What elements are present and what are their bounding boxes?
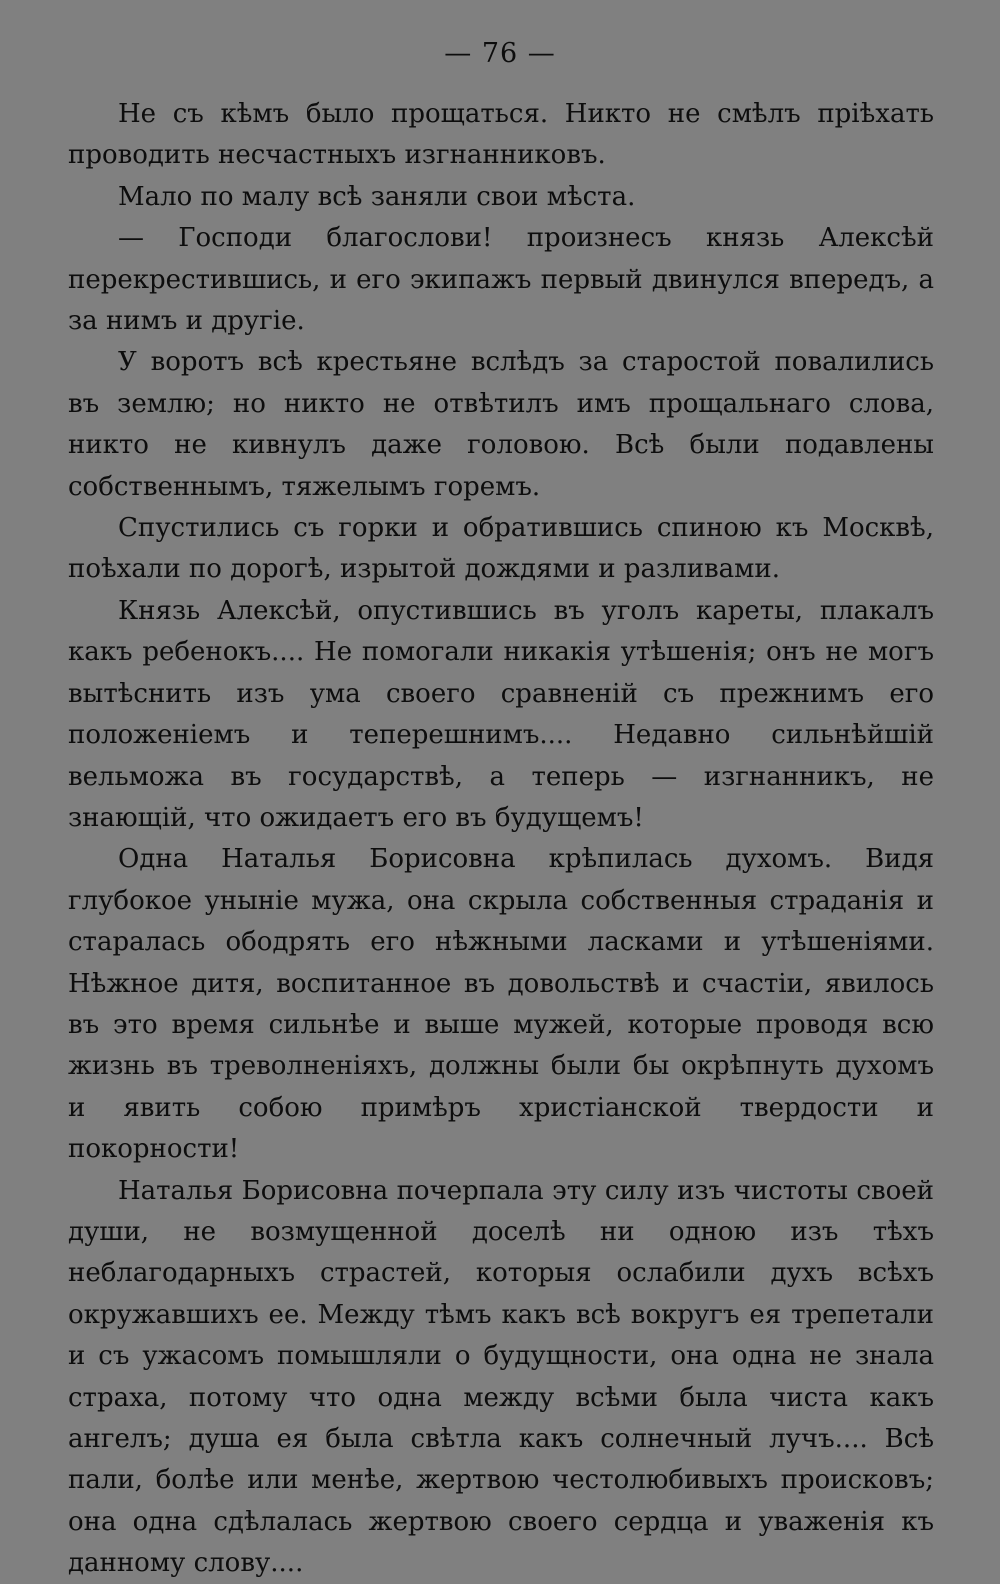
paragraph-1: Не съ кѣмъ было прощаться. Никто не смѣлъ пріѣхать проводить несчастныхъ изгнанниковъ. xyxy=(68,99,934,171)
paragraph-5: Спустились съ горки и обратившись спиною къ Москвѣ, поѣхали по дорогѣ, изрытой дождями и разливами. xyxy=(68,513,934,585)
page-number: — 76 — xyxy=(444,38,556,69)
paragraph-8: Наталья Борисовна почерпала эту силу изъ чистоты своей души, не возмущенной доселѣ ни одною изъ тѣхъ неблагодарныхъ страстей, которыя ослабили духъ всѣхъ окружавшихъ ее. Между тѣмъ какъ всѣ вокругъ ея трепетали и съ ужасомъ помышляли о будущности, она одна не знала страха, потому что одна между всѣми была чиста какъ ангелъ; душа ея была свѣтла какъ солнечный лучъ.... Всѣ пали, болѣе или менѣе, жертвою честолюбивыхъ происковъ; она одна сдѣлалась жертвою своего сердца и уваженія къ данному слову.... xyxy=(68,1175,934,1579)
paragraph-4: У воротъ всѣ крестьяне вслѣдъ за старостой повалились въ землю; но никто не отвѣтилъ имъ прощальнаго слова, никто не кивнулъ даже головою. Всѣ были подавлены собственнымъ, тяжелымъ горемъ. xyxy=(68,347,934,502)
body-text xyxy=(68,94,934,1584)
paragraph-6: Князь Алексѣй, опустившись въ уголъ кареты, плакалъ какъ ребенокъ.... Не помогали никакія утѣшенія; онъ не могъ вытѣснить изъ ума своего сравненій съ прежнимъ его положеніемъ и теперешнимъ.... Недавно сильнѣйшій вельможа въ государствѣ, а теперь — изгнанникъ, не знающій, что ожидаетъ его въ будущемъ! xyxy=(68,595,934,833)
paragraph-2: Мало по малу всѣ заняли свои мѣста. xyxy=(118,181,636,212)
paragraph-7: Одна Наталья Борисовна крѣпилась духомъ. Видя глубокое уныніе мужа, она скрыла собственныя страданія и старалась ободрять его нѣжными ласками и утѣшеніями. Нѣжное дитя, воспитанное въ довольствѣ и счастіи, явилось въ это время сильнѣе и выше мужей, которые проводя всю жизнь въ треволненіяхъ, должны были бы окрѣпнуть духомъ и явить собою примѣръ христіанской твердости и покорности! xyxy=(68,844,934,1165)
paragraph-3: — Господи благослови! произнесъ князь Алексѣй перекрестившись, и его экипажъ первый двинулся впередъ, а за нимъ и другіе. xyxy=(68,223,934,337)
